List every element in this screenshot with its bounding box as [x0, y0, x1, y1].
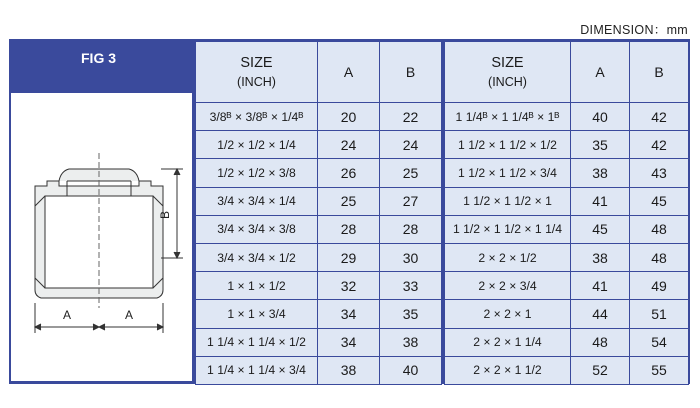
b-cell: 24 — [380, 131, 442, 159]
table-row — [445, 187, 689, 215]
size-cell: 3/4 × 3/4 × 1/4 — [196, 187, 318, 215]
b-header: B — [380, 42, 442, 103]
table-row — [196, 272, 442, 300]
a-cell: 38 — [318, 356, 380, 384]
size-cell: 1 1/4 × 1 1/4 × 1/2 — [196, 328, 318, 356]
table-row — [445, 328, 689, 356]
table-header-row — [196, 42, 442, 103]
dim-a-right-label: A — [125, 308, 134, 322]
table-header-row — [445, 42, 689, 103]
figure-header — [9, 39, 193, 93]
a-cell: 38 — [571, 159, 630, 187]
a-cell: 29 — [318, 243, 380, 271]
table-row — [445, 243, 689, 271]
size-cell: 1 × 1 × 3/4 — [196, 300, 318, 328]
b-cell: 25 — [380, 159, 442, 187]
table-row — [445, 272, 689, 300]
a-cell: 40 — [571, 103, 630, 131]
size-cell: 1 1/2 × 1 1/2 × 1 1/4 — [445, 215, 571, 243]
b-cell: 22 — [380, 103, 442, 131]
b-cell: 54 — [630, 328, 689, 356]
table-row — [196, 159, 442, 187]
size-cell: 2 × 2 × 1 1/4 — [445, 328, 571, 356]
b-header: B — [630, 42, 689, 103]
table-row — [196, 328, 442, 356]
table-row — [196, 103, 442, 131]
b-cell: 35 — [380, 300, 442, 328]
table-row — [196, 131, 442, 159]
a-cell: 44 — [571, 300, 630, 328]
a-cell: 28 — [318, 215, 380, 243]
a-cell: 34 — [318, 328, 380, 356]
size-cell: 1 1/2 × 1 1/2 × 3/4 — [445, 159, 571, 187]
b-cell: 28 — [380, 215, 442, 243]
b-cell: 43 — [630, 159, 689, 187]
b-cell: 48 — [630, 243, 689, 271]
figure-label: FIG 3 — [81, 50, 117, 66]
size-cell: 2 × 2 × 1 — [445, 300, 571, 328]
size-cell: 3/4 × 3/4 × 1/2 — [196, 243, 318, 271]
a-cell: 25 — [318, 187, 380, 215]
a-cell: 48 — [571, 328, 630, 356]
b-cell: 51 — [630, 300, 689, 328]
a-header: A — [571, 42, 630, 103]
spec-sheet-frame — [9, 39, 690, 384]
table-row — [445, 300, 689, 328]
size-cell: 1 1/2 × 1 1/2 × 1/2 — [445, 131, 571, 159]
b-cell: 38 — [380, 328, 442, 356]
a-cell: 41 — [571, 272, 630, 300]
a-cell: 45 — [571, 215, 630, 243]
table-row — [445, 215, 689, 243]
table-row — [445, 131, 689, 159]
b-cell: 27 — [380, 187, 442, 215]
size-cell: 2 × 2 × 3/4 — [445, 272, 571, 300]
b-cell: 55 — [630, 356, 689, 384]
size-cell: 1/2 × 1/2 × 3/8 — [196, 159, 318, 187]
a-cell: 35 — [571, 131, 630, 159]
dim-a-left-label: A — [63, 308, 72, 322]
b-cell: 42 — [630, 131, 689, 159]
reducing-tee-drawing — [11, 93, 192, 381]
size-cell: 2 × 2 × 1/2 — [445, 243, 571, 271]
table-row — [445, 159, 689, 187]
size-header: SIZE (INCH) — [445, 42, 571, 103]
size-cell: 1 × 1 × 1/2 — [196, 272, 318, 300]
a-header: A — [318, 42, 380, 103]
size-cell: 2 × 2 × 1 1/2 — [445, 356, 571, 384]
size-cell: 1 1/4ᴮ × 1 1/4ᴮ × 1ᴮ — [445, 103, 571, 131]
a-cell: 34 — [318, 300, 380, 328]
figure-drawing-area — [11, 93, 192, 381]
table-row — [196, 356, 442, 384]
b-cell: 48 — [630, 215, 689, 243]
table-row — [196, 243, 442, 271]
a-cell: 32 — [318, 272, 380, 300]
b-cell: 45 — [630, 187, 689, 215]
dimension-table-left — [195, 41, 442, 385]
size-cell: 1 1/2 × 1 1/2 × 1 — [445, 187, 571, 215]
size-cell: 3/8ᴮ × 3/8ᴮ × 1/4ᴮ — [196, 103, 318, 131]
b-cell: 30 — [380, 243, 442, 271]
dimension-note: DIMENSION：mm — [580, 23, 688, 37]
b-cell: 49 — [630, 272, 689, 300]
table-row — [196, 187, 442, 215]
dimension-table-right — [444, 41, 689, 385]
b-cell: 42 — [630, 103, 689, 131]
dim-b-label: B — [158, 210, 172, 219]
table-row — [445, 103, 689, 131]
a-cell: 52 — [571, 356, 630, 384]
size-cell: 1/2 × 1/2 × 1/4 — [196, 131, 318, 159]
figure-panel — [9, 39, 193, 384]
table-row — [196, 300, 442, 328]
a-cell: 26 — [318, 159, 380, 187]
a-cell: 41 — [571, 187, 630, 215]
size-cell: 3/4 × 3/4 × 3/8 — [196, 215, 318, 243]
b-cell: 40 — [380, 356, 442, 384]
table-row — [445, 356, 689, 384]
a-cell: 24 — [318, 131, 380, 159]
a-cell: 38 — [571, 243, 630, 271]
table-row — [196, 215, 442, 243]
b-cell: 33 — [380, 272, 442, 300]
size-cell: 1 1/4 × 1 1/4 × 3/4 — [196, 356, 318, 384]
size-header: SIZE (INCH) — [196, 42, 318, 103]
a-cell: 20 — [318, 103, 380, 131]
